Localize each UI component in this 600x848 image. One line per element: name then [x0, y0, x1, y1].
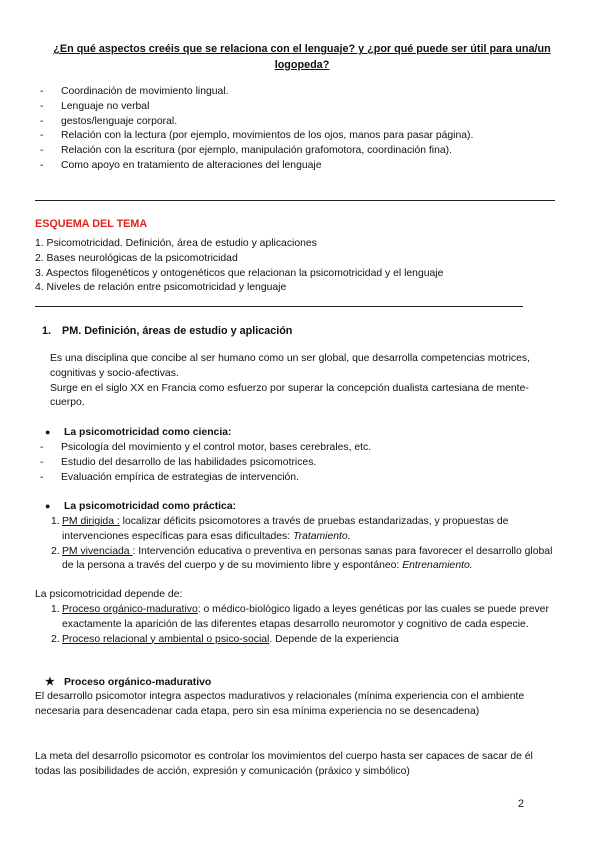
item-number: 2. — [51, 633, 60, 645]
page-number: 2 — [518, 798, 525, 810]
depende-lead: La psicomotricidad depende de: — [35, 589, 183, 600]
section-number: 1. — [42, 325, 52, 337]
list-item: - Lenguaje no verbal — [37, 100, 557, 115]
esquema-item: 4. Niveles de relación entre psicomotricidad y lenguaje — [35, 282, 287, 294]
list-item: - Psicología del movimiento y el control motor, bases cerebrales, etc. — [37, 441, 557, 456]
depende-list — [35, 603, 555, 647]
item-text: : Intervención educativa o preventiva en personas sanas para favorecer el desarrollo global de la persona a través del cuerpo y de su movimiento libre y espontáneo: — [62, 545, 553, 572]
esquema-item: 2. Bases neurológicas de la psicomotricidad — [35, 252, 238, 264]
list-item — [35, 603, 555, 633]
star-icon: ★ — [45, 676, 55, 688]
list-item — [35, 515, 555, 545]
ciencia-list — [37, 441, 557, 485]
list-item: - gestos/lenguaje corporal. — [37, 115, 557, 130]
intro-paragraph: Surge en el siglo XX en Francia como esfuerzo por superar la concepción dualista cartesiana de mente-cuerpo. — [50, 382, 529, 409]
list-item: - Como apoyo en tratamiento de alteraciones del lenguaje — [37, 159, 557, 174]
organico-heading-text: Proceso orgánico-madurativo — [64, 677, 212, 688]
item-text: . Depende de la experiencia — [269, 633, 399, 645]
esquema-item: 3. Aspectos filogenéticos y ontogenéticos que relacionan la psicomotricidad y el lenguaje — [35, 267, 444, 279]
organico-paragraph: La meta del desarrollo psicomotor es controlar los movimientos del cuerpo hasta ser capaces de sacar de él todas las posibilidades de acción, expresión y comunicación (práxico y simbólico) — [35, 751, 533, 777]
organico-heading — [45, 675, 211, 691]
item-number: 1. — [51, 604, 60, 615]
item-number: 2. — [51, 545, 60, 557]
esquema-list — [35, 237, 443, 296]
section-title: PM. Definición, áreas de estudio y aplicación — [62, 325, 293, 337]
item-term: PM dirigida : — [62, 516, 120, 527]
item-term: Proceso orgánico-madurativo — [62, 604, 198, 615]
item-text: : o médico-biológico ligado a leyes genéticas por las cuales se puede prever exactamente la aparición de las diferentes etapas desarrollo neuromotor y cognitivo de cada especie. — [62, 604, 549, 630]
list-item — [35, 633, 555, 648]
divider-line — [35, 306, 523, 307]
esquema-heading: ESQUEMA DEL TEMA — [35, 218, 148, 230]
item-term: Proceso relacional y ambiental o psico-social — [62, 633, 270, 645]
organico-paragraph: El desarrollo psicomotor integra aspectos madurativos y relacionales (mínima experiencia con el ambiente necesaria para desencadenar cada etapa, pero sin esa mínima experiencia no se desencadena) — [35, 691, 525, 717]
esquema-item: 1. Psicomotricidad. Definición, área de estudio y aplicaciones — [35, 238, 317, 249]
practica-heading — [45, 500, 236, 515]
item-number: 1. — [51, 516, 60, 527]
ciencia-heading-text: La psicomotricidad como ciencia: — [64, 427, 232, 438]
bullet-icon: ● — [45, 501, 51, 511]
item-text: localizar déficits psicomotores a través de pruebas estandarizadas, y propuestas de intervenciones específicas para esas dificultades: — [62, 516, 509, 542]
list-item: - Relación con la lectura (por ejemplo, movimientos de los ojos, manos para pasar página). — [37, 129, 557, 144]
question-title: ¿En qué aspectos creéis que se relaciona con el lenguaje? y ¿por qué puede ser útil para una/un logopeda? — [53, 43, 551, 71]
section-heading — [42, 324, 292, 339]
item-term: PM vivenciada — [62, 545, 133, 557]
list-item: - Evaluación empírica de estrategias de intervención. — [37, 471, 557, 486]
item-emphasis: Tratamiento. — [293, 530, 351, 542]
divider-line — [35, 200, 555, 201]
intro-paragraph: Es una disciplina que concibe al ser humano como un ser global, que desarrolla competencias motrices, cognitivas y socio-afectivas. — [50, 353, 530, 379]
item-emphasis: Entrenamiento. — [402, 560, 473, 572]
list-item: - Relación con la escritura (por ejemplo, manipulación grafomotora, coordinación fina). — [37, 144, 557, 159]
practica-list — [35, 515, 555, 574]
list-item: - Coordinación de movimiento lingual. — [37, 85, 557, 100]
section-intro — [50, 352, 550, 411]
list-item: - Estudio del desarrollo de las habilidades psicomotrices. — [37, 456, 557, 471]
list-item — [35, 545, 555, 575]
practica-heading-text: La psicomotricidad como práctica: — [64, 501, 237, 512]
bullet-icon: ● — [45, 427, 51, 437]
ciencia-heading — [45, 426, 231, 441]
aspects-list — [37, 85, 557, 174]
